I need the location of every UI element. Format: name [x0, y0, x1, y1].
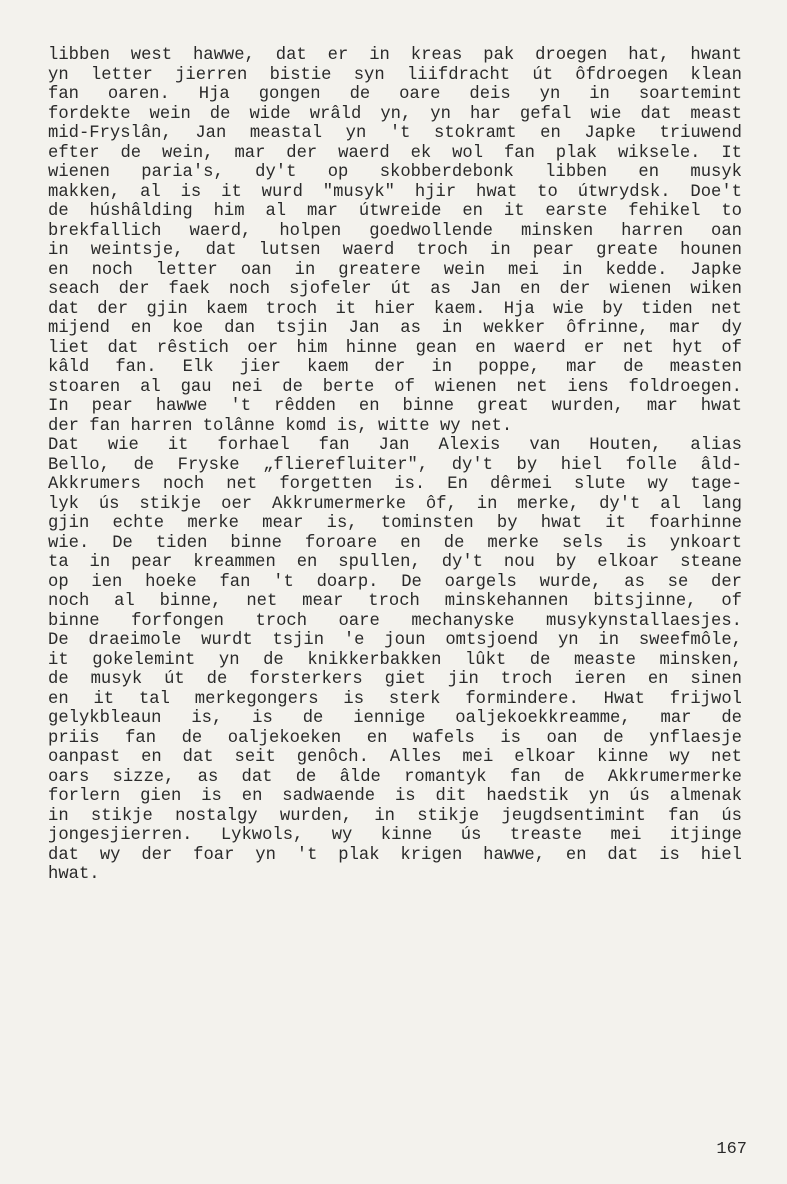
text-line-2: yn letter jierren bistie syn liifdracht út ôfdroegen klean [48, 65, 742, 85]
text-line-3: fan oaren. Hja gongen de oare deis yn in soartemint [48, 85, 742, 104]
text-line-13: seach der faek noch sjofeler út as Jan en der wienen wiken [48, 280, 742, 299]
text-line-40: in stikje nostalgy wurden, in stikje jeugdsentimint fan ús [48, 806, 742, 826]
text-line-5: mid-Fryslân, Jan meastal yn 't stokramt en Japke triuwend [48, 124, 742, 143]
text-line-10: brekfallich waerd, holpen goedwollende minsken harren oan [48, 221, 742, 241]
text-line-24: lyk ús stikje oer Akkrumermerke ôf, in merke, dy't al lang [48, 494, 742, 514]
text-line-18: stoaren al gau nei de berte of wienen net iens foldroegen. [48, 377, 742, 397]
text-line-22: Bello, de Fryske „flierefluiter", dy't by hiel folle âld- [48, 455, 742, 475]
text-line-1: libben west hawwe, dat er in kreas pak droegen hat, hwant [48, 46, 742, 65]
text-line-9: de húshâlding him al mar útwreide en it earste fehikel to [48, 202, 742, 221]
text-line-21: Dat wie it forhael fan Jan Alexis van Houten, alias [48, 436, 742, 455]
text-line-26: wie. De tiden binne foroare en de merke sels is ynkoart [48, 533, 742, 553]
body-text [48, 46, 742, 885]
text-line-28: op ien hoeke fan 't doarp. De oargels wurde, as se der [48, 572, 742, 592]
text-line-38: oars sizze, as dat de âlde romantyk fan de Akkrumermerke [48, 767, 742, 787]
text-line-15: mijend en koe dan tsjin Jan as in wekker ôfrinne, mar dy [48, 319, 742, 338]
text-line-31: De draeimole wurdt tsjin 'e joun omtsjoend yn in sweefmôle, [48, 631, 742, 650]
text-line-36: priis fan de oaljekoeken en wafels is oan de ynflaesje [48, 728, 742, 748]
text-line-37: oanpast en dat seit genôch. Alles mei elkoar kinne wy net [48, 748, 742, 767]
text-line-27: ta in pear kreammen en spullen, dy't nou by elkoar steane [48, 553, 742, 572]
text-line-7: wienen paria's, dy't op skobberdebonk libben en musyk [48, 163, 742, 182]
text-line-43: hwat. [48, 865, 100, 884]
text-line-17: kâld fan. Elk jier kaem der in poppe, mar de measten [48, 358, 742, 377]
text-line-16: liet dat rêstich oer him hinne gean en waerd er net hyt of [48, 338, 742, 358]
text-line-11: in weintsje, dat lutsen waerd troch in pear greate hounen [48, 241, 742, 260]
text-line-14: dat der gjin kaem troch it hier kaem. Hja wie by tiden net [48, 299, 742, 319]
text-line-8: makken, al is it wurd "musyk" hjir hwat to útwrydsk. Doe't [48, 182, 742, 202]
text-line-25: gjin echte merke mear is, tominsten by hwat it foarhinne [48, 514, 742, 533]
text-line-32: it gokelemint yn de knikkerbakken lûkt de measte minsken, [48, 650, 742, 670]
text-line-41: jongesjierren. Lykwols, wy kinne ús treaste mei itjinge [48, 826, 742, 845]
text-line-20: der fan harren tolânne komd is, witte wy net. [48, 416, 513, 436]
text-line-34: en it tal merkegongers is sterk formindere. Hwat frijwol [48, 689, 742, 709]
text-line-4: fordekte wein de wide wrâld yn, yn har gefal wie dat meast [48, 104, 742, 124]
text-line-29: noch al binne, net mear troch minskehannen bitsjinne, of [48, 592, 742, 611]
text-line-19: In pear hawwe 't rêdden en binne great wurden, mar hwat [48, 397, 742, 416]
text-line-6: efter de wein, mar der waerd ek wol fan plak wiksele. It [48, 143, 742, 163]
text-line-39: forlern gien is en sadwaende is dit haedstik yn ús almenak [48, 787, 742, 806]
text-line-23: Akkrumers noch net forgetten is. En dêrmei slute wy tage- [48, 475, 742, 494]
text-line-30: binne forfongen troch oare mechanyske musykynstallaesjes. [48, 611, 742, 631]
page-number: 167 [716, 1140, 747, 1159]
text-line-42: dat wy der foar yn 't plak krigen hawwe, en dat is hiel [48, 845, 742, 865]
text-line-33: de musyk út de forsterkers giet jin troch ieren en sinen [48, 670, 742, 689]
text-line-12: en noch letter oan in greatere wein mei in kedde. Japke [48, 260, 742, 280]
text-line-35: gelykbleaun is, is de iennige oaljekoekkreamme, mar de [48, 709, 742, 728]
